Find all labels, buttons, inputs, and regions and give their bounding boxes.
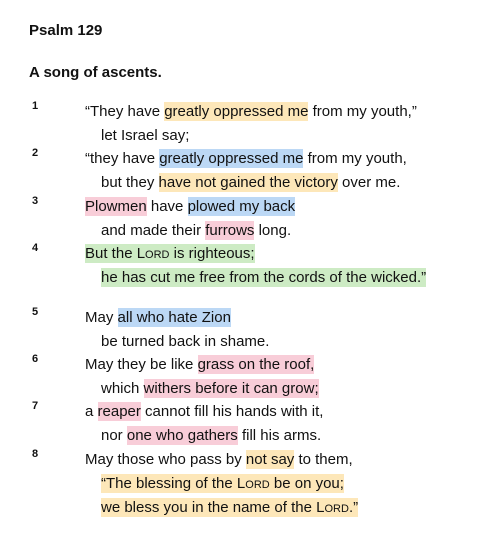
verse-number: 8 [32,448,39,460]
verse-number: 5 [32,306,39,318]
verse-line [85,354,314,376]
highlight-yellow: we bless you in the name of the [101,499,317,516]
verse-line [101,125,189,147]
verse-number: 2 [32,147,39,159]
verse-line [101,220,291,242]
highlight-green: But the [85,245,137,262]
verse-text: let Israel say; [101,127,190,144]
verse-number: 1 [32,100,39,112]
verse-text: May [85,309,118,326]
verse-text: a [85,403,98,420]
highlight-pink: Plowmen [85,198,147,215]
verse-text: over me. [337,174,401,191]
verse-line [101,473,344,495]
highlight-yellow: have not gained the victory [158,174,338,191]
verse-line [85,148,407,170]
verse-line [101,172,400,194]
verse-text: long. [254,222,292,239]
verse-number: 3 [32,195,39,207]
verse-text: which [101,380,144,397]
highlight-yellow: greatly oppressed me [164,103,309,120]
verse-line [85,401,323,423]
highlight-pink: furrows [205,222,255,239]
verse-text: to them, [294,451,353,468]
highlight-pink: one who gathers [126,427,238,444]
verse-line [85,101,417,123]
verse-text: May they be like [85,356,198,373]
highlight-blue: plowed my back [187,198,296,215]
highlight-yellow: be on you; [269,475,344,492]
highlight-yellow: Lord [316,499,349,516]
verse-line [101,497,358,519]
verse-text: from my youth, [303,150,407,167]
highlight-pink: reaper [97,403,141,420]
highlight-pink: withers before it can grow; [143,380,319,397]
verse-text: “they have [85,150,160,167]
highlight-yellow: .” [348,499,359,516]
verse-line [85,243,255,265]
verse-text: have [146,198,188,215]
verse-line [101,378,319,400]
highlight-green: is righteous; [169,245,255,262]
verse-text: but they [101,174,159,191]
verse-text: from my youth,” [308,103,417,120]
verse-text: May those who pass by [85,451,246,468]
verse-line [85,307,231,329]
verse-line [101,267,426,289]
verse-number: 6 [32,353,39,365]
verse-text: nor [101,427,127,444]
verse-text: cannot fill his hands with it, [140,403,324,420]
verse-text: “They have [85,103,165,120]
verse-text: fill his arms. [237,427,322,444]
verse-text: and made their [101,222,206,239]
verse-line [85,196,295,218]
highlight-yellow: not say [245,451,295,468]
highlight-green: Lord [136,245,170,262]
highlight-blue: greatly oppressed me [159,150,304,167]
verse-number: 4 [32,242,39,254]
highlight-yellow: Lord [236,475,270,492]
highlight-green: he has cut me free from the cords of the wicked.” [101,269,427,286]
highlight-yellow: “The blessing of the [101,475,237,492]
verse-line [101,331,269,353]
highlight-blue: all who hate Zion [117,309,231,326]
verse-number: 7 [32,400,39,412]
verse-line [85,449,353,471]
highlight-pink: grass on the roof, [197,356,315,373]
psalm-title: Psalm 129 [29,22,103,39]
psalm-subtitle: A song of ascents. [29,64,162,81]
verse-line [101,425,321,447]
verse-text: be turned back in shame. [101,333,270,350]
